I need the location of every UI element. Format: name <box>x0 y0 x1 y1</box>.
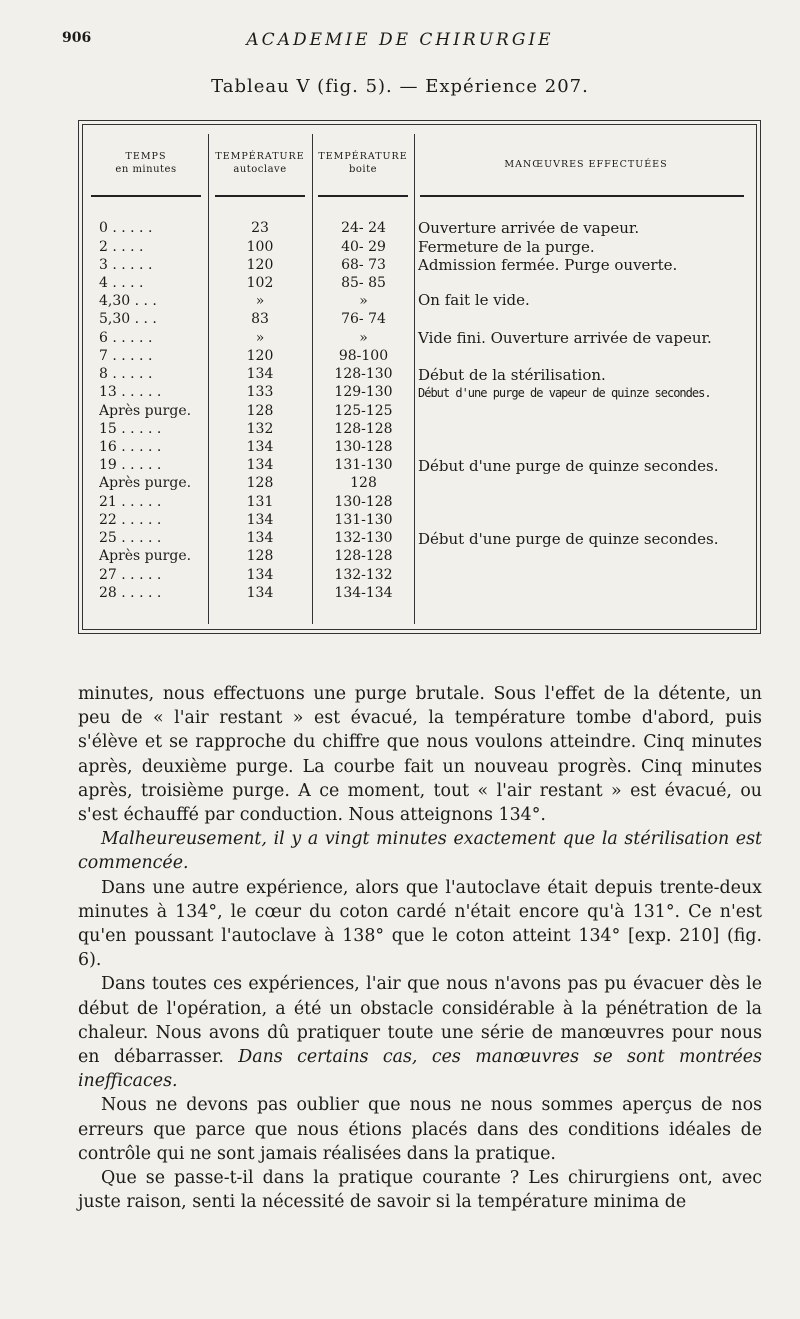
cell-autoclave: » <box>255 330 265 346</box>
column-header-line: en minutes <box>115 164 177 175</box>
cell-boite: 68- 73 <box>341 257 386 273</box>
cell-autoclave: 134 <box>246 530 274 546</box>
paragraph <box>78 972 762 1093</box>
cell-boite: 130-128 <box>334 494 393 510</box>
table-row <box>0 566 800 585</box>
cell-boite: 131-130 <box>334 512 393 528</box>
paragraph: Malheureusement, il y a vingt minutes exactement que la stérilisation est commencée. <box>78 829 762 874</box>
paragraph-text: Dans toutes ces expériences, l'air que nous n'avons pas pu évacuer dès le début de l'opération, a été un obstacle considérable à la pénétration de la chaleur. Nous avons dû pratiquer toute une série de manœuvres pour nous en débarrasser. <box>78 974 762 1068</box>
cell-autoclave: 128 <box>246 548 274 564</box>
table-row <box>0 384 800 403</box>
cell-time: 22 . . . . . <box>99 512 162 528</box>
cell-manoeuvre: Fermeture de la purge. <box>418 238 595 256</box>
cell-manoeuvre: Ouverture arrivée de vapeur. <box>418 219 640 237</box>
table-row <box>0 291 800 310</box>
cell-boite: 128 <box>350 475 377 491</box>
cell-boite: » <box>359 330 368 346</box>
cell-autoclave: 120 <box>246 348 274 364</box>
header-rule <box>318 195 408 197</box>
cell-autoclave: 128 <box>246 475 274 491</box>
cell-boite: 24- 24 <box>341 220 386 236</box>
cell-boite: 132-132 <box>334 567 393 583</box>
cell-manoeuvre: Vide fini. Ouverture arrivée de vapeur. <box>418 329 712 347</box>
cell-time: 15 . . . . . <box>99 421 162 437</box>
cell-time: 0 . . . . . <box>99 220 153 236</box>
cell-autoclave: 134 <box>246 366 274 382</box>
header-rule <box>91 195 201 197</box>
table-row <box>0 310 800 329</box>
cell-boite: 128-130 <box>334 366 393 382</box>
cell-autoclave: 100 <box>246 239 274 255</box>
cell-boite: 76- 74 <box>341 311 386 327</box>
paragraph-emphasis: Dans certains cas, ces manœuvres se sont montrées inefficaces. <box>78 1047 762 1092</box>
cell-time: 19 . . . . . <box>99 457 162 473</box>
cell-time: 25 . . . . . <box>99 530 162 546</box>
cell-autoclave: 23 <box>251 220 269 236</box>
cell-boite: 128-128 <box>334 548 393 564</box>
cell-time: Après purge. <box>99 475 192 491</box>
cell-time: 13 . . . . . <box>99 384 162 400</box>
cell-manoeuvre: Début d'une purge de quinze secondes. <box>418 530 719 548</box>
paragraph: Dans une autre expérience, alors que l'autoclave était depuis trente-deux minutes à 134°, le cœur du coton cardé n'était encore qu'à 131°. Ce n'est qu'en poussant l'autoclave à 138° que le coton atteint 134° [exp. 210] (fig. 6). <box>78 877 762 971</box>
cell-time: 5,30 . . . <box>99 311 157 327</box>
cell-boite: 130-128 <box>334 439 393 455</box>
table-row <box>0 530 800 549</box>
cell-time: 16 . . . . . <box>99 439 162 455</box>
cell-autoclave: 134 <box>246 585 274 601</box>
cell-time: 4,30 . . . <box>99 293 157 309</box>
column-header-line: autoclave <box>233 164 287 175</box>
table-row <box>0 493 800 512</box>
cell-boite: 40- 29 <box>341 239 386 255</box>
cell-boite: 131-130 <box>334 457 393 473</box>
table-row <box>0 238 800 257</box>
cell-time: 28 . . . . . <box>99 585 162 601</box>
cell-boite: 132-130 <box>334 530 393 546</box>
cell-autoclave: 134 <box>246 567 274 583</box>
column-header-autoclave <box>208 150 312 176</box>
table-row <box>0 511 800 530</box>
header-rule <box>215 195 305 197</box>
table-row <box>0 438 800 457</box>
cell-boite: 85- 85 <box>341 275 386 291</box>
cell-manoeuvre: Admission fermée. Purge ouverte. <box>418 256 678 274</box>
paragraph: minutes, nous effectuons une purge brutale. Sous l'effet de la détente, un peu de « l'air restant » est évacué, la température tombe d'abord, puis s'élève et se rapproche du chiffre que nous voulons atteindre. Cinq minutes après, deuxième purge. La courbe fait un nouveau progrès. Cinq minutes après, troisième purge. A ce moment, tout « l'air restant » est évacué, ou s'est échauffé par conduction. Nous atteignons 134°. <box>78 684 762 826</box>
table-row <box>0 256 800 275</box>
running-title: ACADEMIE DE CHIRURGIE <box>246 30 554 50</box>
cell-time: 3 . . . . . <box>99 257 153 273</box>
cell-autoclave: 120 <box>246 257 274 273</box>
cell-time: Après purge. <box>99 548 192 564</box>
cell-time: 27 . . . . . <box>99 567 162 583</box>
cell-autoclave: 134 <box>246 512 274 528</box>
cell-time: Après purge. <box>99 403 192 419</box>
cell-time: 7 . . . . . <box>99 348 153 364</box>
column-header-line: MANŒUVRES EFFECTUÉES <box>504 159 668 170</box>
column-header-line: TEMPS <box>125 151 167 162</box>
table-row <box>0 420 800 439</box>
cell-boite: 98-100 <box>338 348 389 364</box>
cell-time: 2 . . . . <box>99 239 144 255</box>
column-header-line: boite <box>348 164 378 175</box>
table-row <box>0 329 800 348</box>
paragraph: Que se passe-t-il dans la pratique courante ? Les chirurgiens ont, avec juste raison, senti la nécessité de savoir si la température minima de <box>78 1168 762 1213</box>
column-header-manoeuvres <box>414 158 758 171</box>
cell-autoclave: 134 <box>246 457 274 473</box>
cell-time: 21 . . . . . <box>99 494 162 510</box>
column-header-time <box>84 150 208 176</box>
cell-autoclave: 131 <box>246 494 274 510</box>
table-row <box>0 547 800 566</box>
cell-boite: 129-130 <box>334 384 393 400</box>
paragraph: Nous ne devons pas oublier que nous ne nous sommes aperçus de nos erreurs que parce que nous étions placés dans des conditions idéales de contrôle qui ne sont jamais réalisées dans la pratique. <box>78 1095 762 1164</box>
table-row <box>0 219 800 238</box>
header-rule <box>420 195 744 197</box>
cell-autoclave: 83 <box>251 311 269 327</box>
table-row <box>0 584 800 603</box>
table-row <box>0 366 800 385</box>
cell-boite: 125-125 <box>334 403 393 419</box>
cell-autoclave: 132 <box>246 421 274 437</box>
cell-manoeuvre: Début de la stérilisation. <box>418 366 606 384</box>
cell-boite: » <box>359 293 368 309</box>
table-title: Tableau V (fig. 5). — Expérience 207. <box>211 76 589 97</box>
cell-time: 8 . . . . . <box>99 366 153 382</box>
cell-manoeuvre: Début d'une purge de quinze secondes. <box>418 457 719 475</box>
cell-boite: 134-134 <box>334 585 393 601</box>
column-header-line: TEMPÉRATURE <box>215 151 305 162</box>
table-row <box>0 474 800 493</box>
cell-autoclave: 133 <box>246 384 274 400</box>
cell-autoclave: 102 <box>246 275 274 291</box>
column-header-boite <box>312 150 414 176</box>
cell-time: 6 . . . . . <box>99 330 153 346</box>
cell-time: 4 . . . . <box>99 275 144 291</box>
column-header-line: TEMPÉRATURE <box>318 151 408 162</box>
table-row <box>0 457 800 476</box>
cell-manoeuvre: On fait le vide. <box>418 291 530 309</box>
cell-manoeuvre: Début d'une purge de vapeur de quinze secondes. <box>418 386 711 400</box>
page-number: 906 <box>62 30 92 46</box>
cell-autoclave: 128 <box>246 403 274 419</box>
table-row <box>0 402 800 421</box>
cell-autoclave: » <box>255 293 265 309</box>
body-text <box>78 682 762 1214</box>
cell-boite: 128-128 <box>334 421 393 437</box>
table-row <box>0 347 800 366</box>
cell-autoclave: 134 <box>246 439 274 455</box>
